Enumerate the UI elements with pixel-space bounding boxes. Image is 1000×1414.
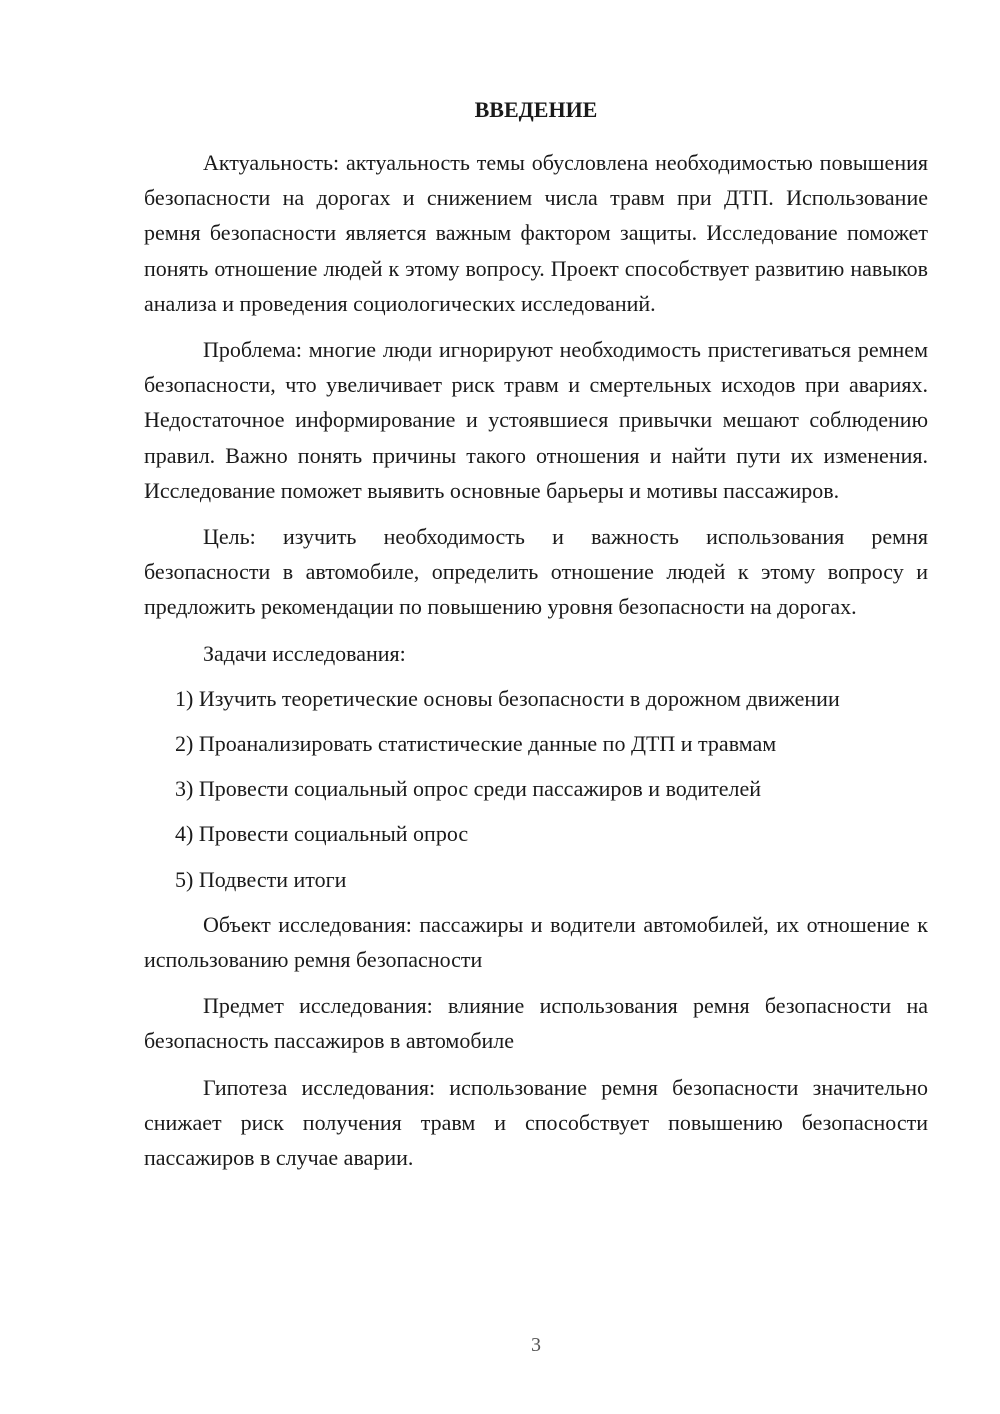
- tasks-list: [144, 681, 928, 897]
- tasks-label: Задачи исследования:: [203, 640, 406, 666]
- document-page: [144, 92, 928, 1186]
- paragraph-goal: Цель: изучить необходимость и важность использования ремня безопасности в автомобиле, определить отношение людей к этому вопросу и предложить рекомендации по повышению уровня безопасности на дорогах.: [144, 524, 928, 620]
- paragraph-object: Объект исследования: пассажиры и водители автомобилей, их отношение к использованию ремня безопасности: [144, 911, 928, 973]
- paragraph-relevance: Актуальность: актуальность темы обусловлена необходимостью повышения безопасности на дорогах и снижением числа травм при ДТП. Использование ремня безопасности является важным фактором защиты. Исследование поможет понять отношение людей к этому вопросу. Проект способствует развитию навыков анализа и проведения социологических исследований.: [144, 150, 928, 316]
- page-title: ВВЕДЕНИЕ: [474, 97, 598, 122]
- list-item: 5) Подвести итоги: [175, 866, 347, 892]
- paragraph-subject: Предмет исследования: влияние использования ремня безопасности на безопасность пассажиров в автомобиле: [144, 993, 928, 1054]
- page-number: 3: [531, 1334, 541, 1356]
- list-item: 4) Провести социальный опрос: [175, 821, 469, 847]
- list-item: 2) Проанализировать статистические данные по ДТП и травмам: [175, 731, 777, 757]
- paragraph-hypothesis: Гипотеза исследования: использование ремня безопасности значительно снижает риск получения травм и способствует повышению безопасности пассажиров в случае аварии.: [144, 1074, 928, 1171]
- paragraph-problem: Проблема: многие люди игнорируют необходимость пристегиваться ремнем безопасности, что увеличивает риск травм и смертельных исходов при авариях. Недостаточное информирование и устоявшиеся привычки мешают соблюдению правил. Важно понять причины такого отношения и найти пути их изменения. Исследование поможет выявить основные барьеры и мотивы пассажиров.: [144, 337, 928, 503]
- list-item: 1) Изучить теоретические основы безопасности в дорожном движении: [175, 685, 840, 711]
- list-item: 3) Провести социальный опрос среди пассажиров и водителей: [175, 776, 762, 802]
